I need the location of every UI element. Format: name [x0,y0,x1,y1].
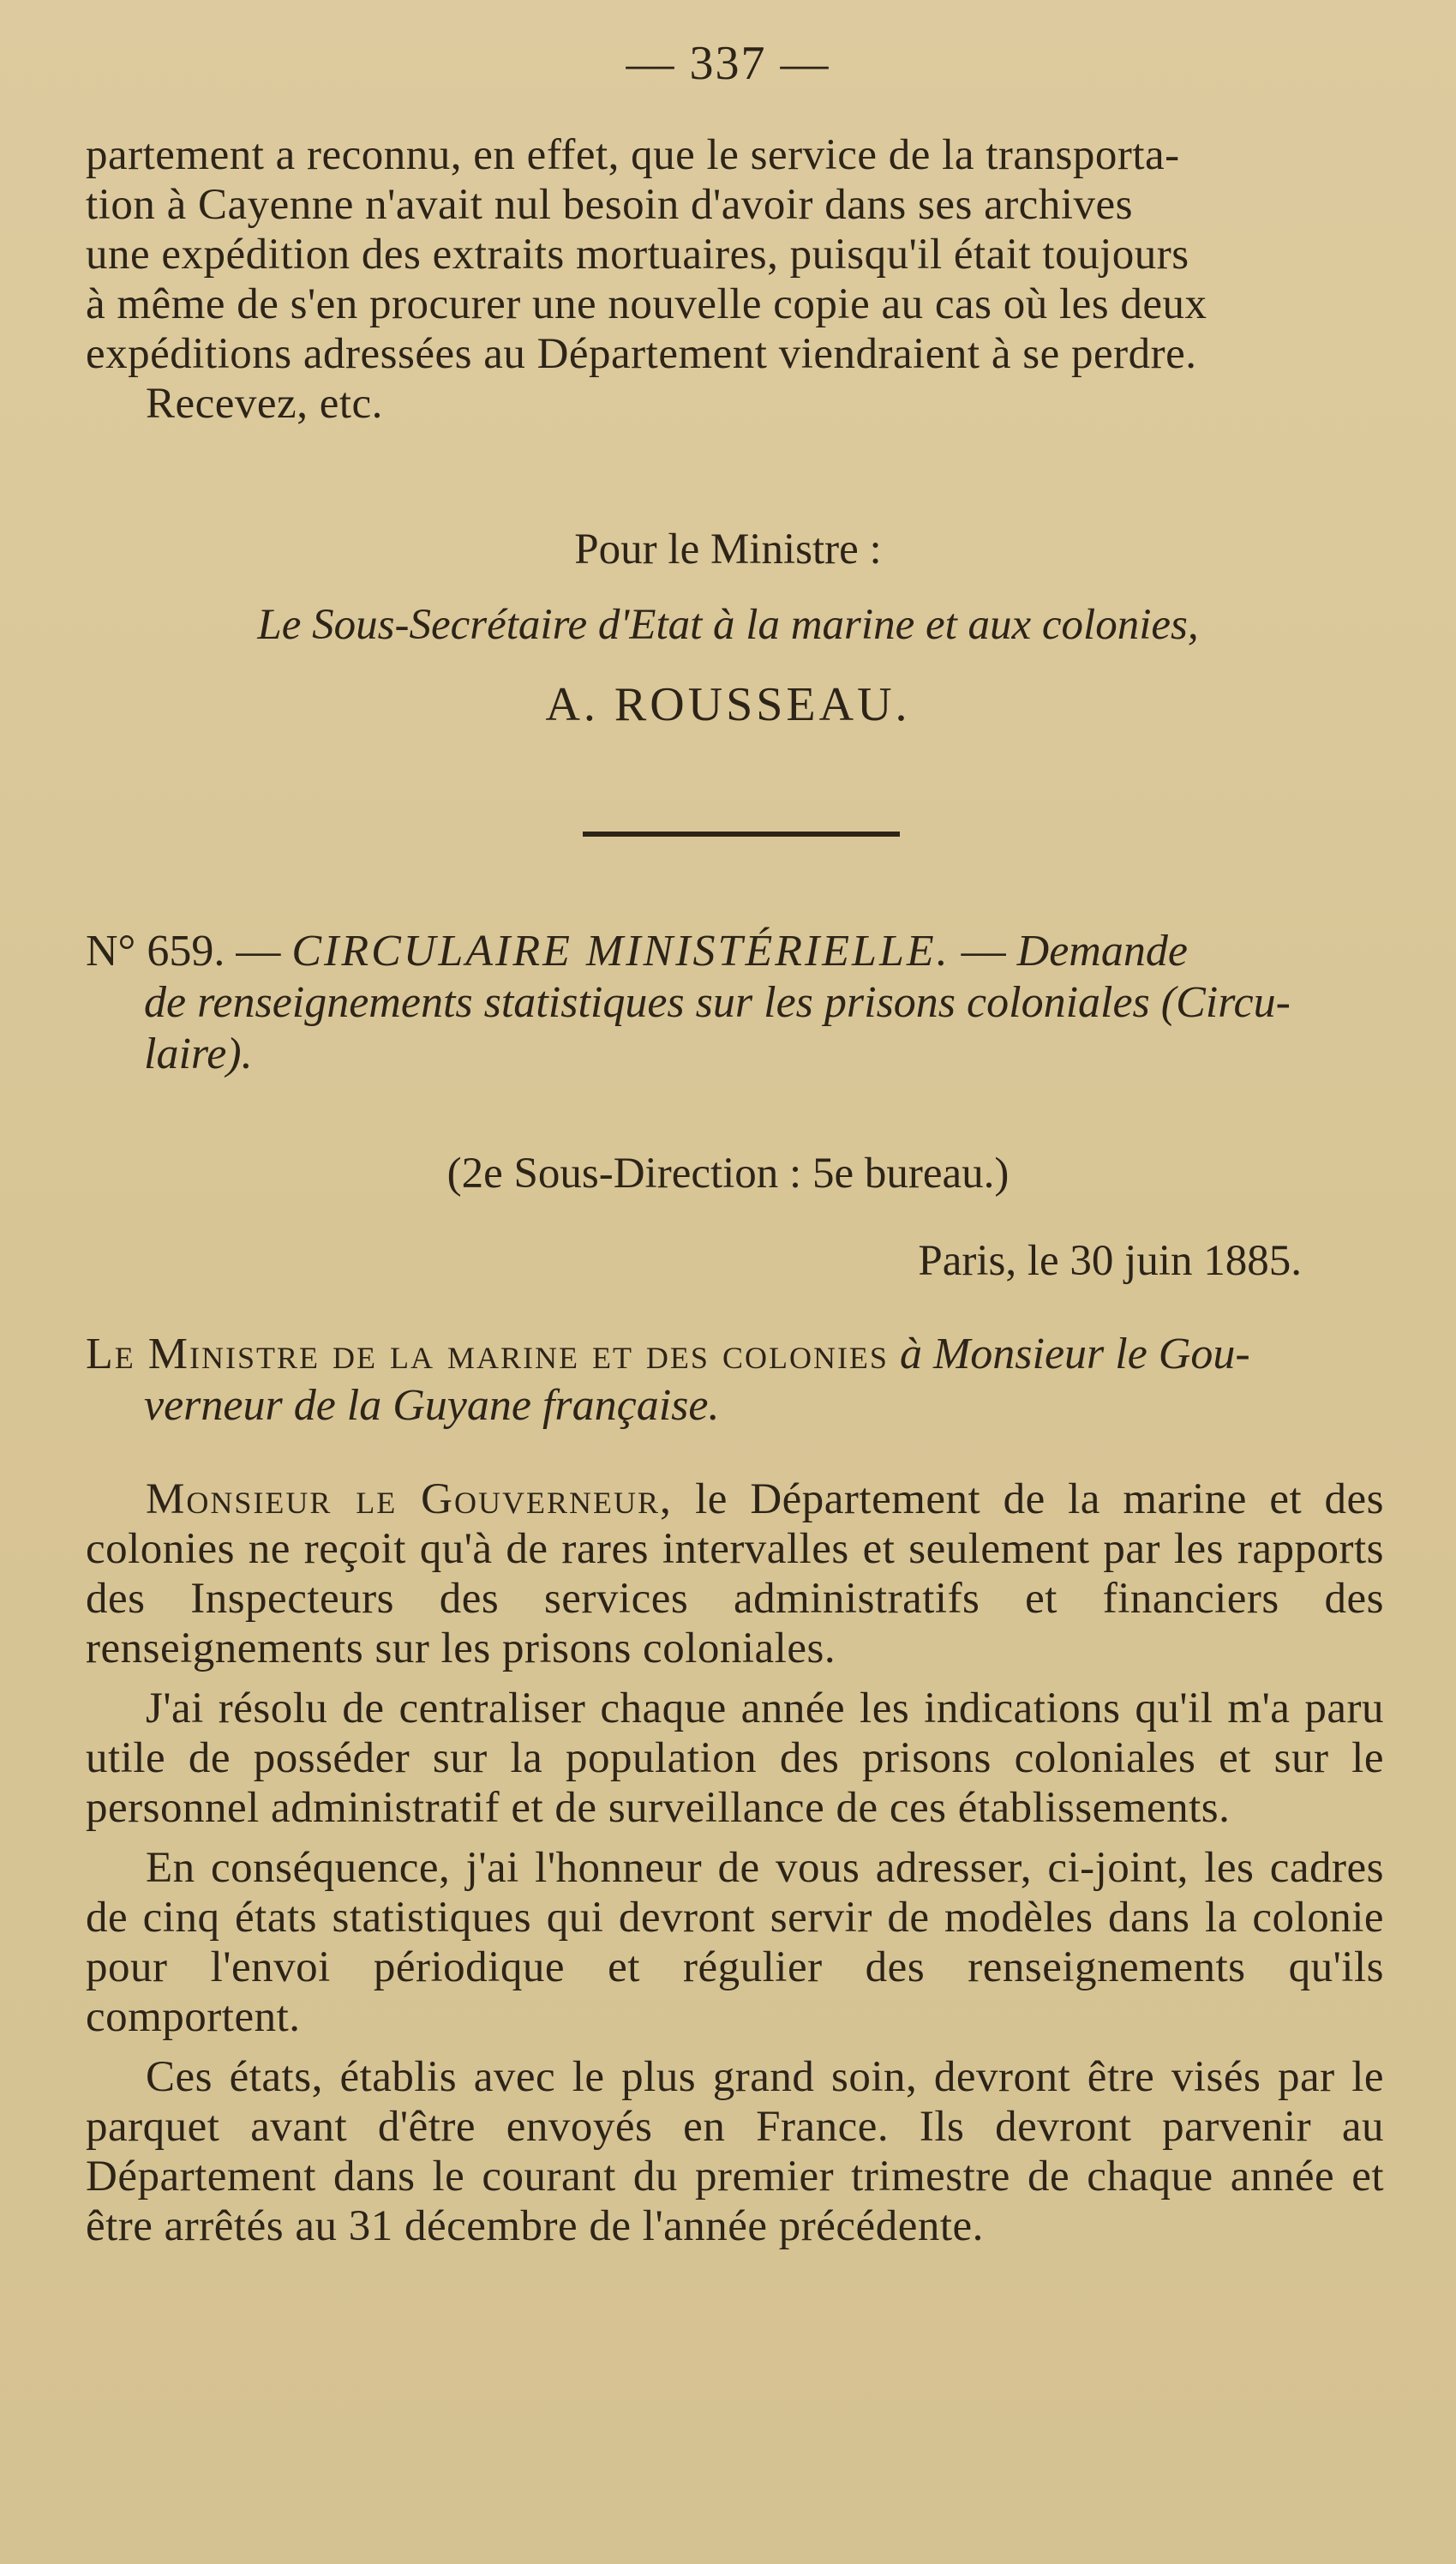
circular-number: N° 659. [86,927,225,976]
opening-line: tion à Cayenne n'avait nul besoin d'avoir dans ses archives [86,181,1133,229]
signature-pour: Pour le Ministre : [574,525,882,573]
opening-line: à même de s'en procurer une nouvelle copie au cas où les deux [86,280,1207,328]
opening-line: expéditions adressées au Département viendraient à se perdre. [86,330,1197,378]
circular-type: CIRCULAIRE MINISTÉRIELLE. [291,927,950,976]
dateline: Paris, le 30 juin 1885. [918,1237,1302,1285]
circular-subject: Demande [1016,927,1188,976]
body-paragraph-4: Ces états, établis avec le plus grand soin, devront être visés par le parquet avant d'être envoyés en France. Ils devront parvenir au Département dans le courant du premier trimestre de chaque année et être arrêtés au 31 décembre de l'année précédente. [86,2053,1384,2250]
body-paragraph-2: J'ai résolu de centraliser chaque année les indications qu'il m'a paru utile de posséder sur la population des prisons coloniales et sur le personnel administratif et de surveillance de ces établissements. [86,1684,1384,1832]
address-sender: Le Ministre de la marine et des colonies [86,1330,889,1378]
section-divider [583,832,900,837]
body-paragraph-3: En conséquence, j'ai l'honneur de vous adresser, ci-joint, les cadres de cinq états statistiques qui devront servir de modèles dans la colonie pour l'envoi périodique et régulier des renseignements qu'ils comportent. [86,1844,1384,2041]
signature-title: Le Sous-Secrétaire d'Etat à la marine et aux colonies, [257,601,1199,649]
opening-line: partement a reconnu, en effet, que le service de la transporta- [86,131,1180,179]
circular-heading: N° 659. — CIRCULAIRE MINISTÉRIELLE. — Demande de renseignements statistiques sur les prisons coloniales (Circu- laire). [86,927,1291,1078]
body-text [86,1474,1384,2251]
page-number: — 337 — [626,37,830,90]
opening-paragraph [86,130,1384,429]
signature-name: A. ROUSSEAU. [545,678,911,731]
closing-formula: Recevez, etc. [146,380,383,428]
body-paragraph-1: Monsieur le Gouverneur, le Département de la marine et des colonies ne reçoit qu'à de rares intervalles et seulement par les rapports des Inspecteurs des services administratifs et financiers des renseignements sur les prisons coloniales. [86,1475,1385,1672]
address-block [86,1329,1384,1432]
salutation: Monsieur le Gouverneur, [146,1475,673,1523]
address-recipient: à Monsieur le Gou- [899,1330,1250,1378]
circular-direction: (2e Sous-Direction : 5e bureau.) [446,1150,1010,1198]
circular-subject-line: laire). [144,1030,253,1078]
opening-line: une expédition des extraits mortuaires, puisqu'il était toujours [86,231,1189,279]
address-recipient-line: verneur de la Guyane française. [144,1381,720,1430]
circular-subject-line: de renseignements statistiques sur les prisons coloniales (Circu- [144,978,1291,1027]
